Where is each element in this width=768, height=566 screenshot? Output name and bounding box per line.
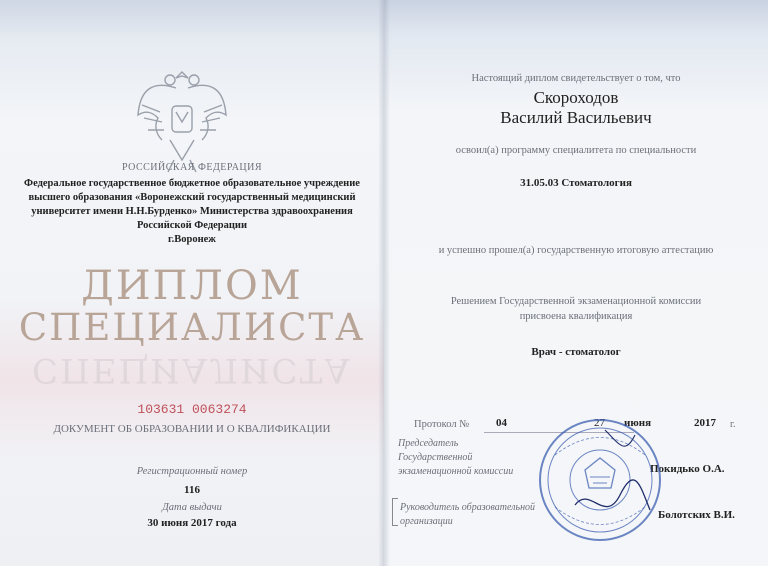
registration-number: 116 [184, 484, 200, 496]
issue-date-label: Дата выдачи [162, 502, 222, 513]
intro-text: Настоящий диплом свидетельствует о том, что [471, 73, 681, 84]
institution-line-5: г.Воронеж [168, 234, 216, 245]
signature-scribble [575, 480, 650, 510]
decision-line-1: Решением Государственной экзаменационной комиссии [450, 296, 702, 307]
institution-line-4: Российской Федерации [136, 220, 248, 231]
protocol-day: 27 [594, 417, 605, 429]
protocol-label: Протокол № [414, 419, 470, 430]
watermark-reflection: СПЕЦИАЛИСТА [32, 350, 352, 390]
institution-line-1: Федеральное государственное бюджетное образовательное учреждение [24, 178, 360, 189]
decision-line-2: присвоена квалификация [519, 311, 633, 322]
specialty-value: 31.05.03 Стоматология [520, 177, 632, 189]
qualification-value: Врач - стоматолог [531, 346, 621, 358]
diploma-subtitle: СПЕЦИАЛИСТА [18, 306, 366, 349]
institution-line-3: университет имени Н.Н.Бурденко» Министерства здравоохранения [31, 206, 353, 217]
head-label-line-1: Руководитель образовательной [400, 502, 536, 513]
registration-label: Регистрационный номер [136, 466, 248, 477]
attestation-text: и успешно прошел(а) государственную итоговую аттестацию [438, 245, 714, 256]
chair-name: Покидько О.А. [650, 463, 725, 475]
protocol-year-suffix: г. [730, 419, 736, 430]
official-seal-stamp [535, 415, 665, 545]
signature-bracket [392, 498, 398, 526]
protocol-year: 2017 [694, 417, 716, 429]
protocol-month: июня [624, 417, 652, 429]
program-completed-text: освоил(а) программу специалитета по специальности [455, 145, 697, 156]
protocol-number: 04 [496, 417, 507, 429]
chair-label-line-2: Государственной [398, 452, 473, 463]
graduate-surname: Скороходов [533, 88, 619, 107]
page-fold [378, 0, 390, 566]
document-type: ДОКУМЕНТ ОБ ОБРАЗОВАНИИ И О КВАЛИФИКАЦИИ [53, 423, 331, 435]
chair-label-line-1: Председатель [398, 438, 459, 449]
serial-number: 103631 0063274 [137, 402, 247, 417]
head-label-line-2: организации [400, 516, 453, 527]
issue-date-value: 30 июня 2017 года [147, 517, 237, 529]
graduate-name: Василий Васильевич [500, 108, 652, 127]
diploma-title: ДИПЛОМ [81, 263, 303, 309]
institution-line-2: высшего образования «Воронежский государственный медицинский [28, 192, 356, 203]
head-name: Болотских В.И. [658, 509, 735, 521]
chair-label-line-3: экзаменационной комиссии [398, 466, 514, 477]
country-label: РОССИЙСКАЯ ФЕДЕРАЦИЯ [121, 162, 263, 173]
